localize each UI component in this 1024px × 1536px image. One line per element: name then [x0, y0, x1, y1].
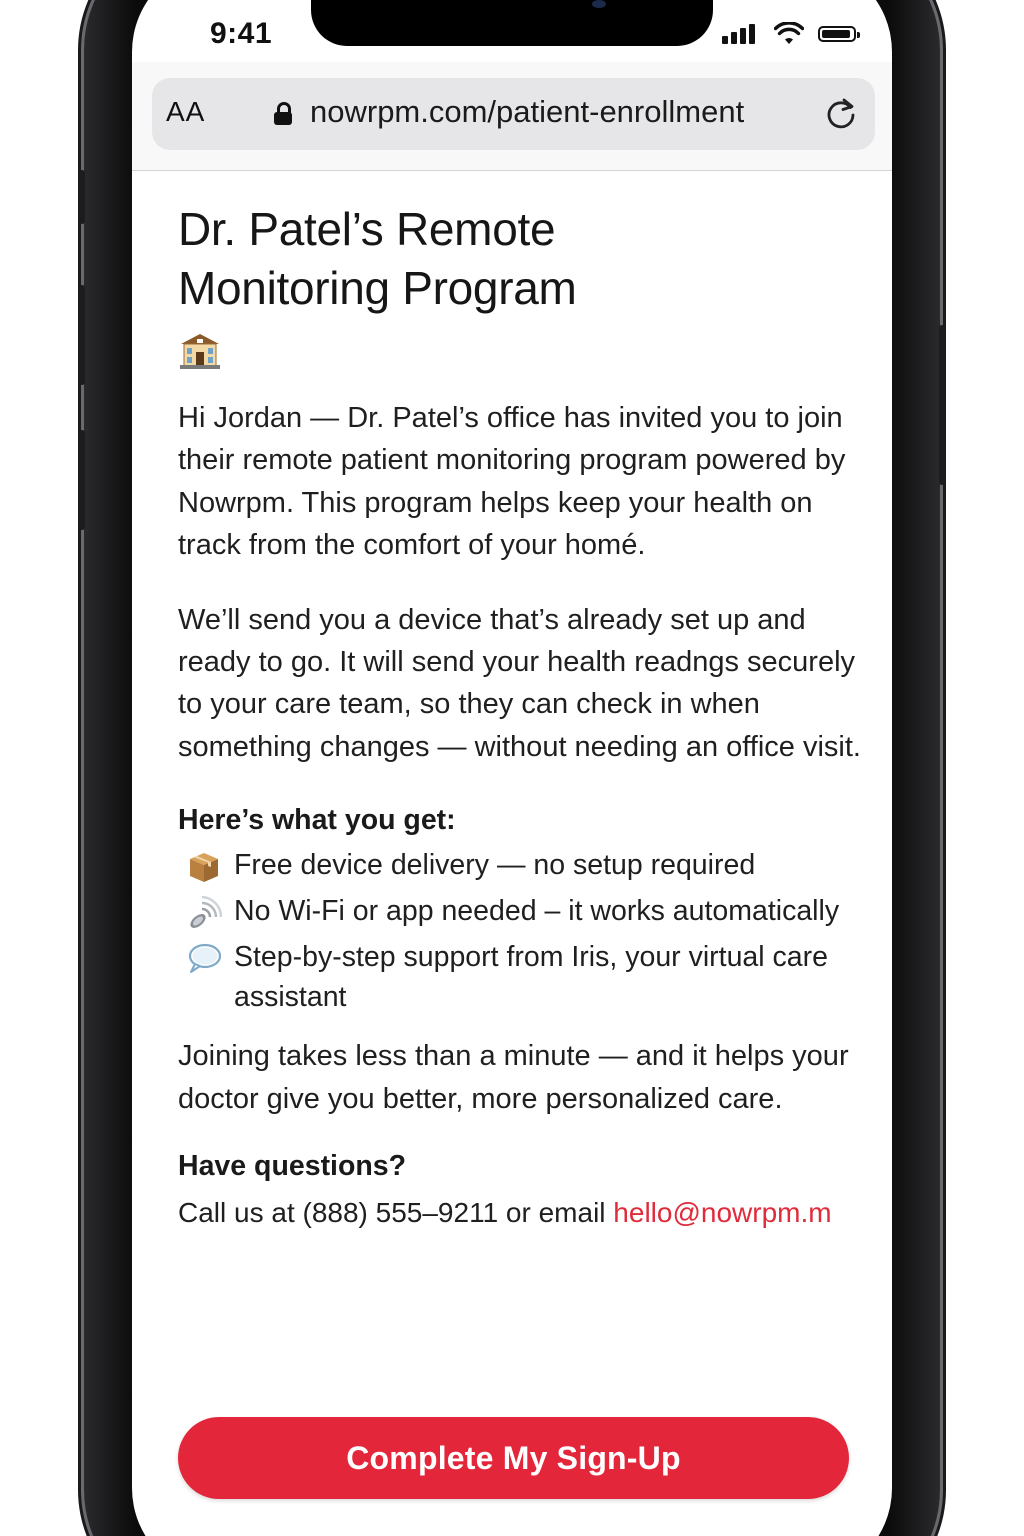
notch	[311, 0, 713, 46]
complete-signup-button[interactable]: Complete My Sign-Up	[178, 1417, 849, 1499]
benefits-list	[178, 845, 868, 1017]
benefit-text: Step-by-step support from Iris, your virtual care assistant	[234, 941, 828, 1014]
status-icons	[722, 22, 862, 50]
status-time: 9:41	[210, 17, 273, 50]
clinic-building-icon	[178, 330, 222, 370]
page-title-line-1: Dr. Patel’s Remote	[178, 203, 556, 255]
battery-icon	[818, 26, 856, 42]
device-paragraph: We’ll send you a device that’s already set up and ready to go. It will send your health readngs securely to your care team, so they can check in when something changes — without needing an office visit.	[178, 603, 861, 763]
benefits-heading: Here’s what you get:	[178, 804, 456, 837]
page-title	[178, 200, 868, 318]
benefit-item	[178, 891, 868, 931]
speech-bubble-icon	[186, 941, 222, 977]
benefit-item	[178, 845, 868, 885]
benefit-text: Free device delivery — no setup required	[234, 849, 756, 882]
volume-up-button	[79, 285, 85, 385]
intro-paragraph: Hi Jordan — Dr. Patel’s office has invited you to join their remote patient monitoring program powered by Nowrpm. This program helps keep your health on track from the comfort of your homé.	[178, 402, 846, 562]
reload-icon[interactable]	[822, 95, 860, 133]
questions-heading: Have questions?	[178, 1150, 407, 1183]
benefit-text: No Wi-Fi or app needed – it works automatically	[234, 895, 840, 928]
front-camera	[592, 0, 606, 8]
volume-down-button	[79, 430, 85, 530]
benefit-item	[178, 937, 868, 1017]
page-content	[178, 200, 868, 1233]
power-button	[939, 325, 945, 485]
satellite-signal-icon	[186, 895, 222, 931]
joining-paragraph: Joining takes less than a minute — and it helps your doctor give you better, more personalized care.	[178, 1040, 849, 1115]
lock-icon	[274, 102, 292, 126]
package-icon	[186, 849, 222, 885]
text-size-button[interactable]: AA	[166, 96, 206, 127]
wifi-icon	[774, 22, 804, 46]
silent-switch	[79, 170, 85, 224]
contact-line	[178, 1193, 850, 1233]
contact-text: Call us at (888) 555–9211 or email	[178, 1197, 614, 1229]
page-title-line-2: Monitoring Program	[178, 262, 577, 314]
contact-email-link[interactable]: hello@nowrpm.m	[613, 1197, 832, 1229]
url-text[interactable]: nowrpm.com/patient-enrollment	[310, 94, 745, 129]
